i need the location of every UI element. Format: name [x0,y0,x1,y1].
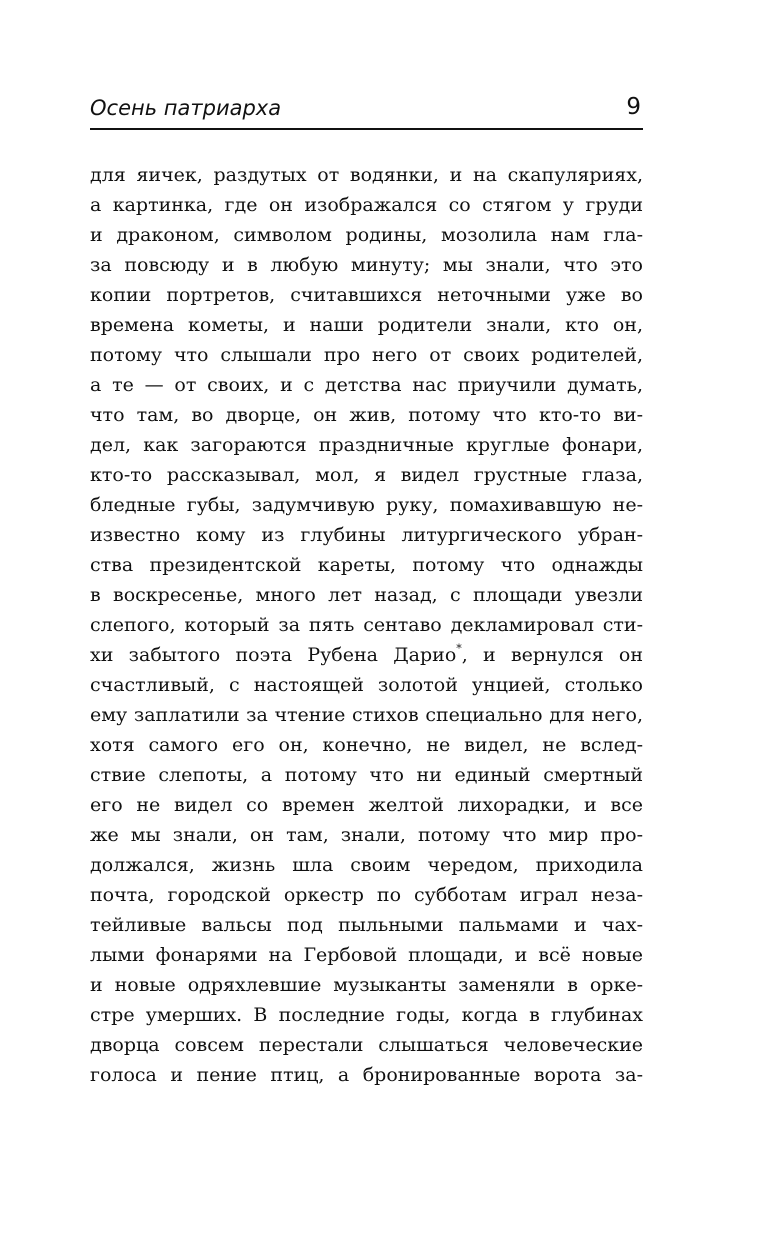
text-line: дворца совсем перестали слышаться человеческие [90,1034,643,1056]
text-line: времена кометы, и наши родители знали, кто он, [90,314,643,336]
text-line: ствие слепоты, а потому что ни единый смертный [90,764,643,786]
text-line-head: хи забытого поэта Рубена Дарио [90,644,457,666]
text-line: а картинка, где он изображался со стягом у груди [90,194,643,216]
text-line: известно кому из глубины литургического убран- [90,524,643,546]
text-line: счастливый, с настоящей золотой унцией, столько [90,674,643,696]
text-line: для яичек, раздутых от водянки, и на скапуляриях, [90,164,643,186]
text-line: дел, как загораются праздничные круглые фонари, [90,434,643,456]
text-line: потому что слышали про него от своих родителей, [90,344,643,366]
text-line: его не видел со времен желтой лихорадки, и все [90,794,643,816]
text-line: что там, во дворце, он жив, потому что кто-то ви- [90,404,643,426]
text-line-tail: , и вернулся он [461,644,643,666]
text-line: должался, жизнь шла своим чередом, приходила [90,854,643,876]
footnote-marker: * [456,642,462,655]
text-line: стре умерших. В последние годы, когда в глубинах [90,1004,643,1026]
text-line: а те — от своих, и с детства нас приучили думать, [90,374,643,396]
text-line: бледные губы, задумчивую руку, помахивавшую не- [90,494,643,516]
text-line: и драконом, символом родины, мозолила нам гла- [90,224,643,246]
page-number: 9 [626,94,641,120]
running-head [90,94,643,130]
text-line: за повсюду и в любую минуту; мы знали, что это [90,254,643,276]
text-line: в воскресенье, много лет назад, с площади увезли [90,584,643,606]
text-line: лыми фонарями на Гербовой площади, и всё новые [90,944,643,966]
text-line: почта, городской оркестр по субботам играл неза- [90,884,643,906]
text-line: голоса и пение птиц, а бронированные ворота за- [90,1064,643,1086]
text-line: же мы знали, он там, знали, потому что мир про- [90,824,643,846]
text-line: тейливые вальсы под пыльными пальмами и чах- [90,914,643,936]
text-line: ему заплатили за чтение стихов специально для него, [90,704,643,726]
text-line: кто-то рассказывал, мол, я видел грустные глаза, [90,464,643,486]
book-title: Осень патриарха [90,96,282,120]
body-text [90,160,643,1090]
text-line: слепого, который за пять сентаво декламировал сти- [90,614,643,636]
text-line: хотя самого его он, конечно, не видел, не вслед- [90,734,643,756]
text-line: копии портретов, считавшихся неточными уже во [90,284,643,306]
text-line-with-footnote [90,640,643,670]
text-line: и новые одряхлевшие музыканты заменяли в орке- [90,974,643,996]
text-line: ства президентской кареты, потому что однажды [90,554,643,576]
